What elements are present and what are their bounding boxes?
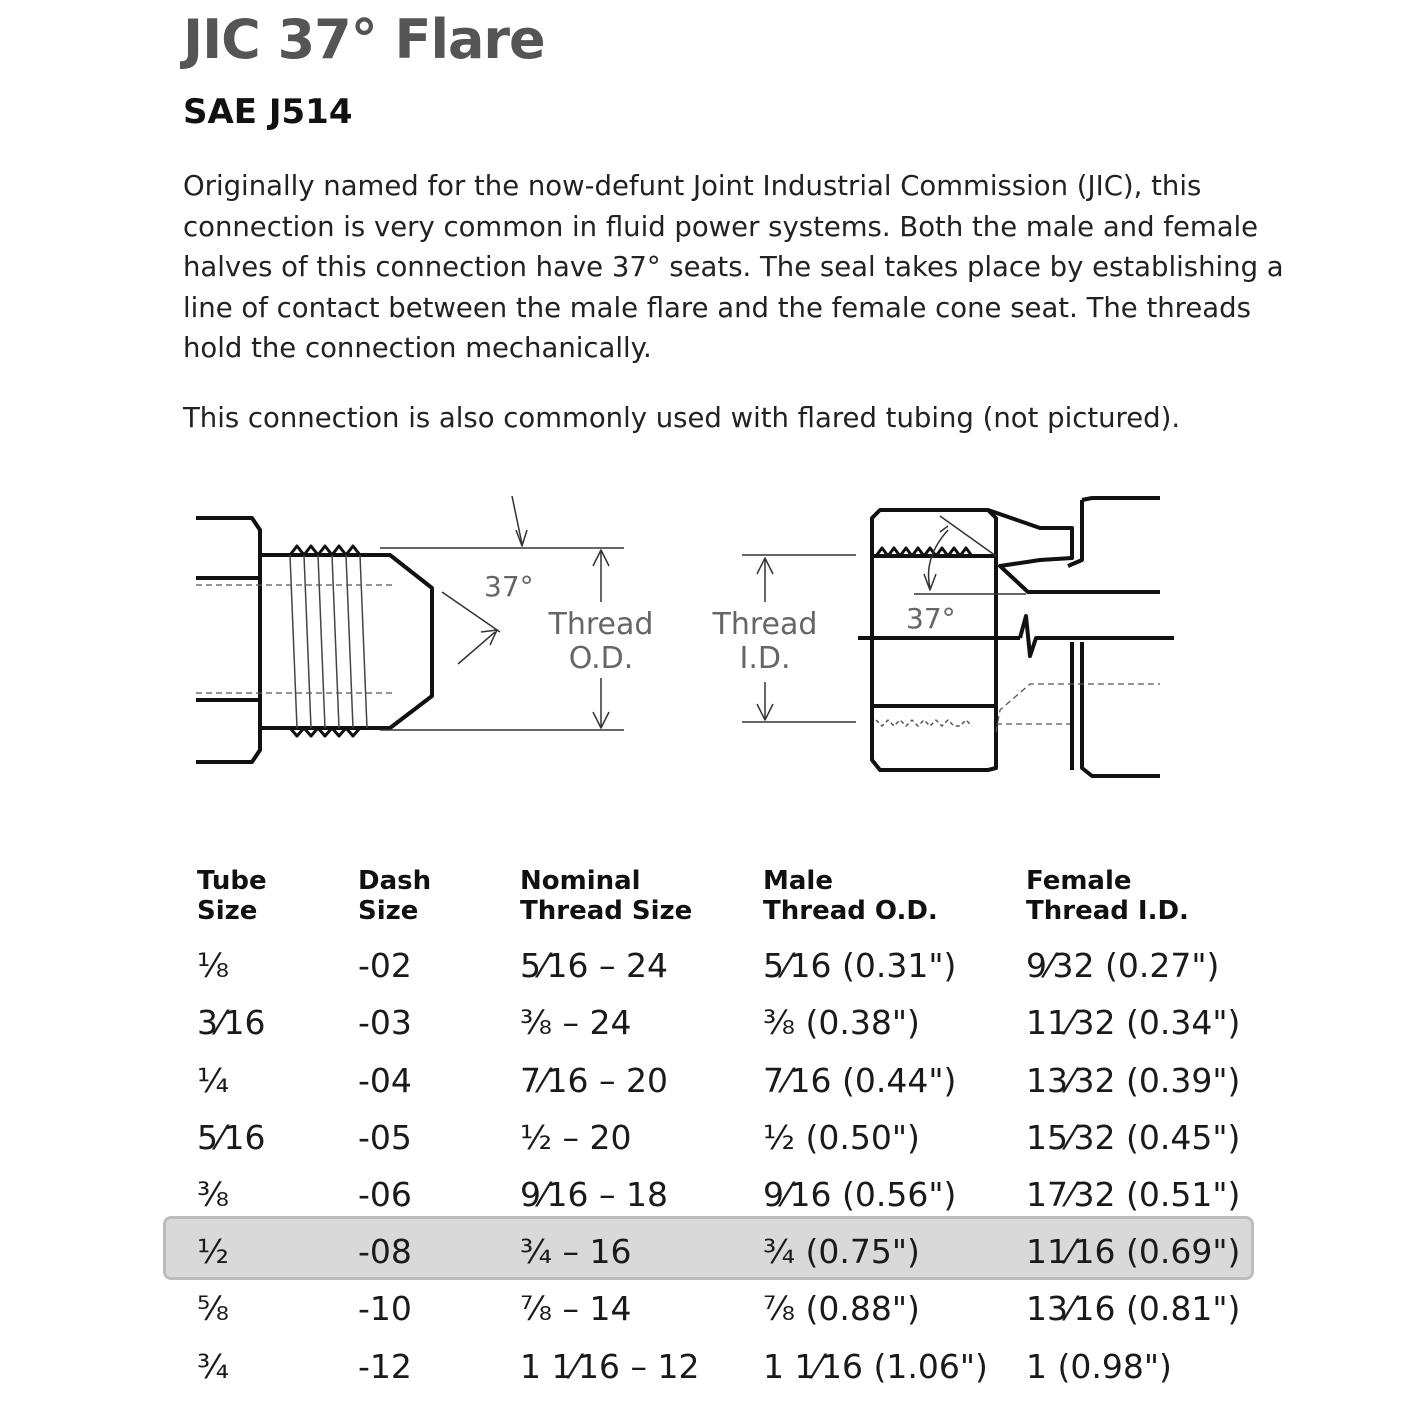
thread-od-label-line1: Thread xyxy=(548,607,654,642)
tube-size-cell: 5⁄16 xyxy=(197,1118,266,1157)
table-row-highlighted xyxy=(0,1223,1403,1280)
table-row xyxy=(0,1109,1403,1166)
header-nominal-thread-size: Nominal Thread Size xyxy=(520,866,693,926)
female-id-cell: 9⁄32 (0.27") xyxy=(1026,946,1220,985)
table-row xyxy=(0,1052,1403,1109)
female-id-cell: 13⁄16 (0.81") xyxy=(1026,1289,1241,1328)
nominal-thread-cell: 5⁄16 – 24 xyxy=(520,946,668,985)
fitting-diagram xyxy=(0,470,1403,810)
header-tube-size: Tube Size xyxy=(197,866,267,926)
male-od-cell: ½ (0.50") xyxy=(763,1118,920,1157)
tube-size-cell: ⅛ xyxy=(197,946,229,985)
tube-size-cell: ⅜ xyxy=(197,1175,229,1214)
male-od-cell: ⅞ (0.88") xyxy=(763,1289,920,1328)
table-row xyxy=(0,1280,1403,1337)
female-id-cell: 11⁄32 (0.34") xyxy=(1026,1003,1241,1042)
tube-size-cell: 3⁄16 xyxy=(197,1003,266,1042)
standard-subtitle: SAE J514 xyxy=(183,92,353,132)
page-title: JIC 37° Flare xyxy=(183,8,545,71)
dash-size-cell: -12 xyxy=(358,1347,412,1386)
fitting-size-table xyxy=(0,862,1403,1402)
table-row xyxy=(0,1166,1403,1223)
nominal-thread-cell: 7⁄16 – 20 xyxy=(520,1061,668,1100)
description-paragraph: Originally named for the now-defunt Joint Industrial Commission (JIC), this connection is very common in fluid power systems. Both the male and female halves of this connection have 37° seats. The seal takes place by establishing a line of contact between the male flare and the female cone seat. The threads hold the connection mechanically. xyxy=(183,170,1284,364)
nominal-thread-cell: ½ – 20 xyxy=(520,1118,632,1157)
tube-size-cell: ⅝ xyxy=(197,1289,229,1328)
header-female-thread-id: Female Thread I.D. xyxy=(1026,866,1189,926)
note-paragraph: This connection is also commonly used with flared tubing (not pictured). xyxy=(183,402,1181,434)
thread-id-label-line2: I.D. xyxy=(739,641,791,676)
nominal-thread-cell: ¾ – 16 xyxy=(520,1232,632,1271)
tube-size-cell: ¾ xyxy=(197,1347,229,1386)
thread-od-label-line2: O.D. xyxy=(568,641,634,676)
nominal-thread-cell: 9⁄16 – 18 xyxy=(520,1175,668,1214)
table-row xyxy=(0,937,1403,994)
thread-id-label-line1: Thread xyxy=(712,607,818,642)
dash-size-cell: -08 xyxy=(358,1232,412,1271)
female-angle-label: 37° xyxy=(906,602,956,635)
dash-size-cell: -10 xyxy=(358,1289,412,1328)
header-dash-size: Dash Size xyxy=(358,866,432,926)
male-od-cell: ¾ (0.75") xyxy=(763,1232,920,1271)
female-id-cell: 13⁄32 (0.39") xyxy=(1026,1061,1241,1100)
female-id-cell: 1 (0.98") xyxy=(1026,1347,1172,1386)
male-od-cell: 1 1⁄16 (1.06") xyxy=(763,1347,988,1386)
female-id-cell: 11⁄16 (0.69") xyxy=(1026,1232,1241,1271)
tube-size-cell: ¼ xyxy=(197,1061,229,1100)
female-id-cell: 15⁄32 (0.45") xyxy=(1026,1118,1241,1157)
nominal-thread-cell: ⅜ – 24 xyxy=(520,1003,632,1042)
female-id-cell: 17⁄32 (0.51") xyxy=(1026,1175,1241,1214)
dash-size-cell: -06 xyxy=(358,1175,412,1214)
male-od-cell: 7⁄16 (0.44") xyxy=(763,1061,957,1100)
male-od-cell: 9⁄16 (0.56") xyxy=(763,1175,957,1214)
dash-size-cell: -04 xyxy=(358,1061,412,1100)
tube-size-cell: ½ xyxy=(197,1232,229,1271)
table-row xyxy=(0,1338,1403,1395)
dash-size-cell: -02 xyxy=(358,946,412,985)
header-male-thread-od: Male Thread O.D. xyxy=(763,866,938,926)
male-angle-label: 37° xyxy=(484,570,534,603)
male-od-cell: ⅜ (0.38") xyxy=(763,1003,920,1042)
nominal-thread-cell: 1 1⁄16 – 12 xyxy=(520,1347,700,1386)
male-od-cell: 5⁄16 (0.31") xyxy=(763,946,957,985)
dash-size-cell: -03 xyxy=(358,1003,412,1042)
table-row xyxy=(0,994,1403,1051)
dash-size-cell: -05 xyxy=(358,1118,412,1157)
nominal-thread-cell: ⅞ – 14 xyxy=(520,1289,632,1328)
